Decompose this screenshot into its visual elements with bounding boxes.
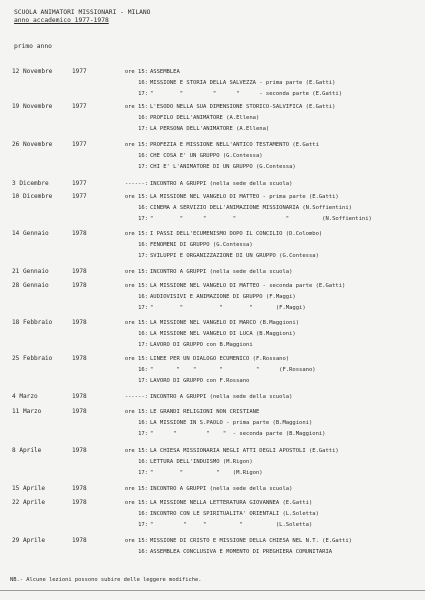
session-title: " " " " - seconda parte (B.Maggioni) — [150, 431, 326, 437]
entry-year: 1978 — [72, 268, 87, 275]
session-time: ore 15: — [124, 269, 148, 275]
session-time: 17: — [138, 305, 148, 311]
bottom-rule — [0, 590, 425, 591]
session-time: 16: — [138, 115, 148, 121]
entry-date: 3 Dicembre — [12, 180, 49, 187]
entry-date: 10 Dicembre — [12, 193, 53, 200]
session-title: LA MISSIONE IN S.PAOLO - prima parte (B.Maggioni) — [150, 420, 313, 426]
entry-year: 1978 — [72, 355, 87, 362]
entry-year: 1977 — [72, 141, 87, 148]
entry-year: 1977 — [72, 103, 87, 110]
session-time: 17: — [138, 253, 148, 259]
session-time: ore 15: — [124, 104, 148, 110]
session-title: SVILUPPI E ORGANIZZAZIONE DI UN GRUPPO (G.Contessa) — [150, 253, 319, 259]
session-time: ore 15: — [124, 283, 148, 289]
entry-year: 1978 — [72, 393, 87, 400]
session-title: LE GRANDI RELIGIONI NON CRISTIANE — [150, 409, 260, 415]
session-title: FENOMENI DI GRUPPO (G.Contessa) — [150, 242, 253, 248]
session-time: 16: — [138, 511, 148, 517]
entry-date: 28 Gennaio — [12, 282, 49, 289]
session-title: LINEE PER UN DIALOGO ECUMENICO (F.Rossano) — [150, 356, 290, 362]
session-title: CHE COSA E' UN GRUPPO (G.Contessa) — [150, 153, 263, 159]
entry-date: 14 Gennaio — [12, 230, 49, 237]
session-time: ore 15: — [124, 142, 148, 148]
session-title: LA MISSIONE NEL VANGELO DI MARCO (B.Maggioni) — [150, 320, 300, 326]
entry-date: 11 Marzo — [12, 408, 42, 415]
session-time: ore 15: — [124, 538, 148, 544]
session-time: ore 15: — [124, 69, 148, 75]
session-time: 17: — [138, 342, 148, 348]
session-title: " " " " (L.Soletta) — [150, 522, 313, 528]
session-time: ore 15: — [124, 231, 148, 237]
academic-year: anno accademico 1977-1978 — [14, 17, 109, 24]
entry-date: 4 Marzo — [12, 393, 38, 400]
school-title: SCUOLA ANIMATORI MISSIONARI - MILANO — [14, 9, 151, 16]
session-time: 16: — [138, 242, 148, 248]
session-time: 16: — [138, 80, 148, 86]
entry-year: 1978 — [72, 230, 87, 237]
session-title: LAVORO DI GRUPPO con F.Rossano — [150, 378, 250, 384]
session-title: L'ESODO NELLA SUA DIMENSIONE STORICO-SALVIFICA (E.Gatti) — [150, 104, 336, 110]
session-time: 16: — [138, 153, 148, 159]
session-time: 16: — [138, 367, 148, 373]
session-time: ore 15: — [124, 500, 148, 506]
session-title: MISSIONE E STORIA DELLA SALVEZZA - prima parte (E.Gatti) — [150, 80, 336, 86]
session-time: ------: — [124, 394, 148, 400]
session-title: MISSIONE DI CRISTO E MISSIONE DELLA CHIESA NEL N.T. (E.Gatti) — [150, 538, 352, 544]
session-title: PROFEZIA E MISSIONE NELL'ANTICO TESTAMENTO (E.Gatti — [150, 142, 319, 148]
session-time: 17: — [138, 431, 148, 437]
session-title: LA PERSONA DELL'ANIMATORE (A.Ellena) — [150, 126, 270, 132]
session-time: 17: — [138, 470, 148, 476]
entry-date: 22 Aprile — [12, 499, 46, 506]
entry-year: 1977 — [72, 180, 87, 187]
session-title: LA MISSIONE NELLA LETTERATURA GIOVANNEA (E.Gatti) — [150, 500, 313, 506]
entry-year: 1978 — [72, 447, 87, 454]
session-title: LA CHIESA MISSIONARIA NEGLI ATTI DEGLI APOSTOLI (E.Gatti) — [150, 448, 339, 454]
session-time: 17: — [138, 378, 148, 384]
entry-date: 15 Aprile — [12, 485, 46, 492]
session-time: ------: — [124, 181, 148, 187]
entry-date: 8 Aprile — [12, 447, 42, 454]
session-time: 17: — [138, 164, 148, 170]
session-title: " " " " " (N.Soffientini) — [150, 216, 372, 222]
session-time: 16: — [138, 205, 148, 211]
session-time: ore 15: — [124, 194, 148, 200]
session-title: AUDIOVISIVI E ANIMAZIONE DI GRUPPO (F.Maggi) — [150, 294, 296, 300]
session-time: 16: — [138, 294, 148, 300]
session-title: ASSEMBLEA CONCLUSIVA E MOMENTO DI PREGHIERA COMUNITARIA — [150, 549, 333, 555]
entry-year: 1977 — [72, 193, 87, 200]
session-title: LA MISSIONE NEL VANGELO DI MATTEO - seconda parte (E.Gatti) — [150, 283, 346, 289]
session-time: ore 15: — [124, 320, 148, 326]
entry-date: 29 Aprile — [12, 537, 46, 544]
entry-year: 1978 — [72, 485, 87, 492]
session-time: 17: — [138, 126, 148, 132]
session-time: ore 15: — [124, 486, 148, 492]
session-title: ASSEMBLEA — [150, 69, 180, 75]
entry-date: 21 Gennaio — [12, 268, 49, 275]
session-title: PROFILO DELL'ANIMATORE (A.Ellena) — [150, 115, 260, 121]
session-title: CHI E' L'ANIMATORE DI UN GRUPPO (G.Contessa) — [150, 164, 296, 170]
session-title: INCONTRO A GRUPPI (nella sede della scuola) — [150, 269, 293, 275]
session-title: " " " " (F.Maggi) — [150, 305, 306, 311]
session-time: 17: — [138, 91, 148, 97]
session-time: 17: — [138, 216, 148, 222]
session-title: CINEMA A SERVIZIO DELL'ANIMAZIONE MISSIONARIA (N.Soffientini) — [150, 205, 352, 211]
entry-date: 25 Febbraio — [12, 355, 53, 362]
entry-year: 1978 — [72, 282, 87, 289]
session-time: 16: — [138, 331, 148, 337]
session-title: INCONTRO A GRUPPI (nella sede della scuola) — [150, 394, 293, 400]
entry-year: 1978 — [72, 499, 87, 506]
entry-year: 1978 — [72, 319, 87, 326]
session-title: " " " " - seconda parte (E.Gatti) — [150, 91, 343, 97]
entry-date: 12 Novembre — [12, 68, 53, 75]
session-time: ore 15: — [124, 409, 148, 415]
section-heading: primo anno — [14, 43, 52, 50]
session-time: ore 15: — [124, 356, 148, 362]
entry-date: 18 Febbraio — [12, 319, 53, 326]
session-title: I PASSI DELL'ECUMENISMO DOPO IL CONCILIO (D.Colombo) — [150, 231, 323, 237]
session-time: 16: — [138, 420, 148, 426]
session-title: " " " (M.Rigon) — [150, 470, 263, 476]
session-title: LAVORO DI GRUPPO con B.Maggioni — [150, 342, 253, 348]
session-title: LETTURA DELL'INDUISMO (M.Rigon) — [150, 459, 253, 465]
session-title: INCONTRO A GRUPPI (nella sede della scuola) — [150, 181, 293, 187]
footnote: NB.- Alcune lezioni possono subire delle leggere modifiche. — [10, 577, 202, 583]
session-title: INCONTRO A GRUPPI (nella sede della scuola) — [150, 486, 293, 492]
session-time: 17: — [138, 522, 148, 528]
session-time: 16: — [138, 459, 148, 465]
session-time: 16: — [138, 549, 148, 555]
session-title: " " " " " (F.Rossano) — [150, 367, 316, 373]
entry-year: 1977 — [72, 68, 87, 75]
session-time: ore 15: — [124, 448, 148, 454]
session-title: LA MISSIONE NEL VANGELO DI LUCA (B.Maggioni) — [150, 331, 296, 337]
entry-date: 19 Novembre — [12, 103, 53, 110]
entry-year: 1978 — [72, 408, 87, 415]
entry-year: 1978 — [72, 537, 87, 544]
session-title: LA MISSIONE NEL VANGELO DI MATTEO - prima parte (E.Gatti) — [150, 194, 339, 200]
session-title: INCONTRO CON LE SPIRITUALITA' ORIENTALI (L.Soletta) — [150, 511, 319, 517]
entry-date: 26 Novembre — [12, 141, 53, 148]
